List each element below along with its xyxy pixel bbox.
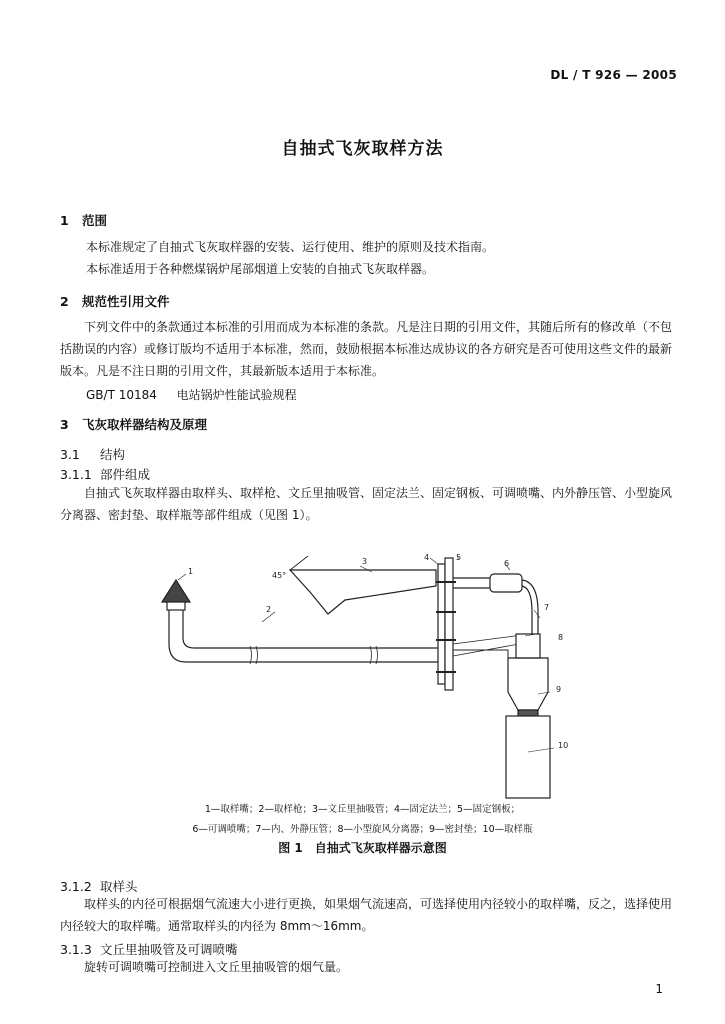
section-title: 飞灰取样器结构及原理: [82, 417, 208, 432]
nozzle-collar: [167, 602, 185, 610]
label-9: 9: [556, 685, 562, 694]
figure-title: 图 1 自抽式飞灰取样器示意图: [278, 841, 447, 855]
section-number: 2: [60, 294, 69, 309]
label-6: 6: [504, 559, 510, 568]
section-title: 结构: [100, 447, 126, 462]
angle-line: [290, 556, 308, 570]
cyclone-body: [508, 658, 548, 710]
sampling-gun: [169, 610, 438, 662]
section-number: 3.1.1: [60, 467, 92, 482]
sampler-diagram: [140, 552, 600, 804]
section-2-heading: [60, 292, 170, 310]
reference-code: GB/T 10184: [86, 388, 157, 402]
section-number: 3.1.3: [60, 942, 92, 957]
section-1-paragraph-2: 本标准适用于各种燃煤锅炉尾部烟道上安装的自抽式飞灰取样器。: [86, 262, 435, 276]
section-2-paragraph: 下列文件中的条款通过本标准的引用而成为本标准的条款。凡是注日期的引用文件，其随后所有的修改单（不包括勘误的内容）或修订版均不适用于本标准，然而，鼓励根据本标准达成协议的各方研究是否可使用这些文件的最新版本。凡是不注日期的引用文件，其最新版本适用于本标准。: [60, 320, 673, 378]
pipe-break: [370, 646, 378, 664]
section-title: 文丘里抽吸管及可调喷嘴: [100, 942, 238, 957]
seal-gasket: [518, 710, 538, 716]
label-5: 5: [456, 553, 462, 562]
label-2: 2: [266, 605, 272, 614]
adjustable-nozzle: [490, 574, 522, 592]
section-title: 取样头: [100, 879, 138, 894]
section-3-heading: [60, 415, 207, 433]
section-1-heading: [60, 211, 107, 229]
section-title: 范围: [82, 213, 108, 228]
section-3-1-2-paragraph: 取样头的内径可根据烟气流速大小进行更换，如果烟气流速高，可选择使用内径较小的取样嘴，反之，选择使用内径较大的取样嘴。通常取样头的内径为 8mm～16mm。: [60, 897, 673, 933]
section-number: 1: [60, 213, 69, 228]
label-7: 7: [544, 603, 550, 612]
pipe-break: [250, 646, 258, 664]
section-number: 3: [60, 417, 69, 432]
label-3: 3: [362, 557, 368, 566]
label-8: 8: [558, 633, 564, 642]
section-number: 3.1: [60, 447, 80, 462]
venturi-tube: [290, 570, 436, 614]
section-3-1-3-paragraph: 旋转可调喷嘴可控制进入文丘里抽吸管的烟气量。: [84, 960, 349, 974]
section-1-paragraph-1: 本标准规定了自抽式飞灰取样器的安装、运行使用、维护的原则及技术指南。: [86, 240, 495, 254]
figure-legend-line-2: 6—可调喷嘴；7—内、外静压管；8—小型旋风分离器；9—密封垫；10—取样瓶: [192, 824, 533, 835]
static-pressure-pipe: [522, 580, 538, 634]
reference-entry: [86, 386, 297, 403]
nozzle-pipe: [453, 578, 490, 588]
label-10: 10: [558, 741, 569, 750]
section-3-1-1-heading: [60, 465, 150, 483]
label-1: 1: [188, 567, 194, 576]
standard-code: DL / T 926 — 2005: [550, 68, 677, 82]
page-number: 1: [655, 982, 663, 996]
angle-label: 45°: [272, 571, 287, 580]
label-4: 4: [424, 553, 430, 562]
fixed-plate: [445, 558, 453, 690]
reference-name: 电站锅炉性能试验规程: [176, 388, 297, 402]
section-3-1-1-paragraph: 自抽式飞灰取样器由取样头、取样枪、文丘里抽吸管、固定法兰、固定钢板、可调喷嘴、内外静压管、小型旋风分离器、密封垫、取样瓶等部件组成（见图 1）。: [60, 486, 673, 522]
page-title: 自抽式飞灰取样方法: [281, 139, 444, 159]
sampling-bottle: [506, 716, 550, 798]
figure-legend-line-1: 1—取样嘴；2—取样枪；3—文丘里抽吸管；4—固定法兰；5—固定钢板；: [204, 804, 521, 815]
cyclone-separator: [516, 634, 540, 658]
section-title: 部件组成: [100, 467, 151, 482]
sampling-nozzle: [162, 580, 190, 602]
section-title: 规范性引用文件: [82, 294, 170, 309]
section-3-1-heading: [60, 445, 125, 463]
section-number: 3.1.2: [60, 879, 92, 894]
